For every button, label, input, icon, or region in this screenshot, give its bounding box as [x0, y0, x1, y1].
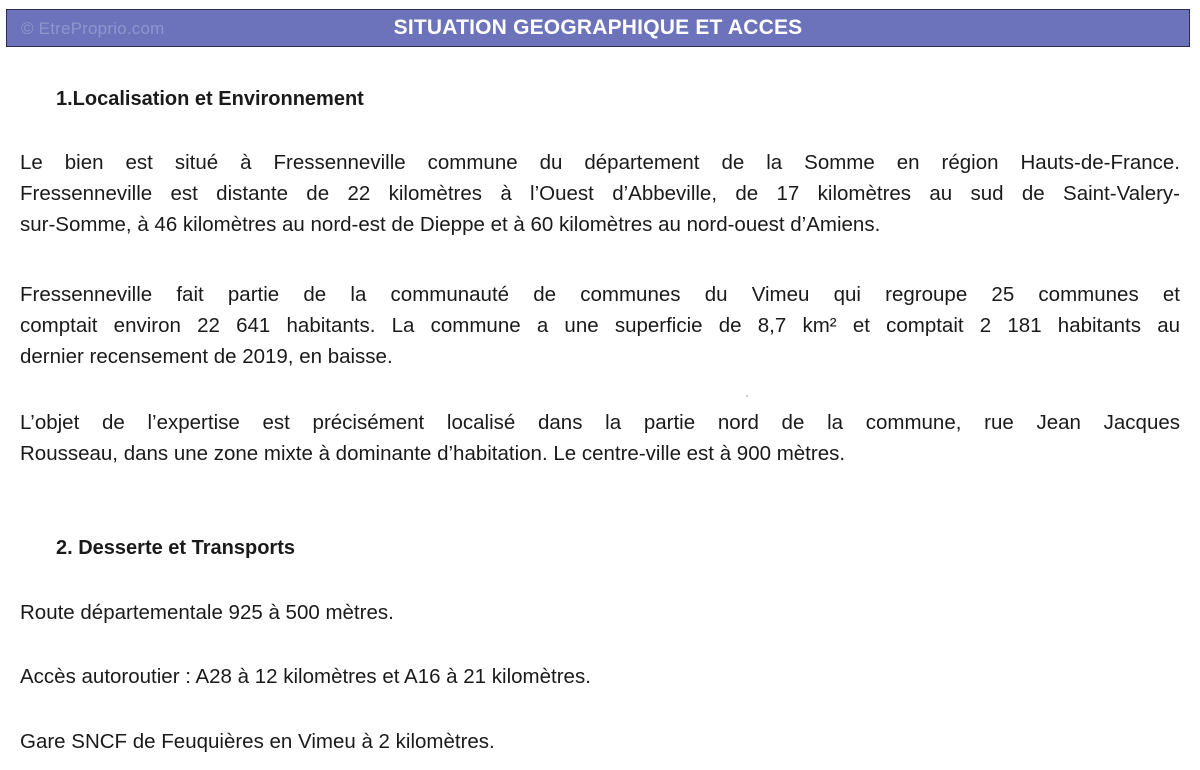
paragraph-line: Fressenneville est distante de 22 kilomètres à l’Ouest d’Abbeville, de 17 kilomètres au sud de Saint-Valery-: [20, 182, 1180, 205]
watermark: © EtreProprio.com: [21, 19, 165, 38]
page-title: SITUATION GEOGRAPHIQUE ET ACCES: [393, 16, 803, 39]
paragraph-line: Fressenneville fait partie de la communauté de communes du Vimeu qui regroupe 25 communes et: [20, 283, 1180, 306]
paragraph-line: sur-Somme, à 46 kilomètres au nord-est de Dieppe et à 60 kilomètres au nord-ouest d’Amiens.: [20, 213, 881, 236]
scan-artifact-dot: [746, 395, 748, 397]
paragraph-line: dernier recensement de 2019, en baisse.: [20, 345, 393, 368]
transport-item-highway: Accès autoroutier : A28 à 12 kilomètres et A16 à 21 kilomètres.: [20, 665, 591, 688]
section-heading-transports: 2. Desserte et Transports: [56, 537, 295, 559]
paragraph-property-location: [20, 407, 1180, 469]
paragraph-line: comptait environ 22 641 habitants. La commune a une superficie de 8,7 km² et comptait 2 181 habitants au: [20, 314, 1180, 337]
paragraph-line: L’objet de l’expertise est précisément localisé dans la partie nord de la commune, rue Jean Jacques: [20, 411, 1180, 434]
section-heading-localisation: 1.Localisation et Environnement: [56, 88, 364, 110]
transport-item-road: Route départementale 925 à 500 mètres.: [20, 601, 394, 624]
paragraph-line: Le bien est situé à Fressenneville commune du département de la Somme en région Hauts-de-France.: [20, 151, 1180, 174]
paragraph-location: [20, 147, 1180, 240]
section-header-bar: [6, 9, 1190, 47]
paragraph-line: Rousseau, dans une zone mixte à dominante d’habitation. Le centre-ville est à 900 mètres.: [20, 442, 846, 465]
transport-item-train: Gare SNCF de Feuquières en Vimeu à 2 kilomètres.: [20, 730, 495, 753]
paragraph-community: [20, 279, 1180, 372]
